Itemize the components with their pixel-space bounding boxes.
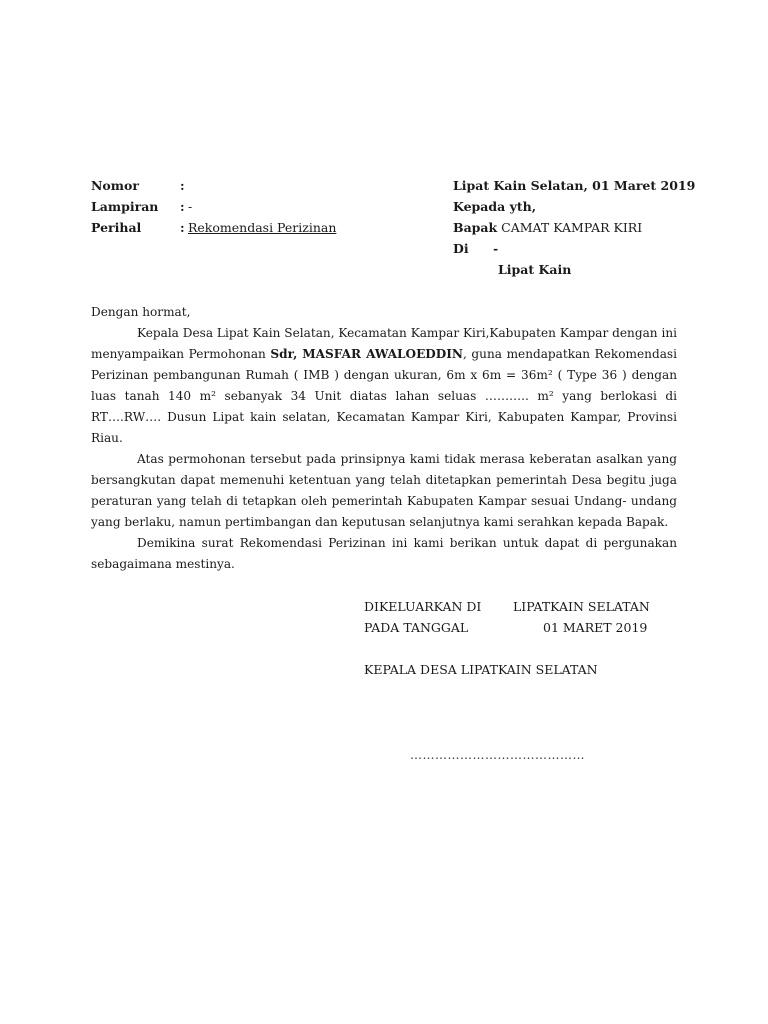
date-label: PADA TANGGAL bbox=[364, 620, 469, 635]
issued-label: DIKELUARKAN DI bbox=[364, 599, 482, 614]
nomor-row bbox=[91, 175, 336, 196]
recipient-location: Lipat Kain bbox=[498, 262, 572, 277]
nomor-label: Nomor bbox=[91, 178, 139, 193]
perihal-label: Perihal bbox=[91, 220, 142, 235]
issued-row bbox=[364, 596, 650, 617]
letter-meta bbox=[91, 175, 336, 238]
lampiran-colon: : bbox=[180, 199, 185, 214]
recipient-name: CAMAT KAMPAR KIRI bbox=[501, 220, 643, 235]
paragraph-1 bbox=[91, 323, 677, 449]
issued-value: LIPATKAIN SELATAN bbox=[513, 599, 650, 614]
date-row bbox=[364, 617, 648, 638]
applicant-name: Sdr, MASFAR AWALOEDDIN bbox=[270, 347, 463, 361]
paragraph-1-rest: , guna mendapatkan Rekomendasi Perizinan pembangunan Rumah ( IMB ) dengan ukuran, 6m x 6m = 36m² ( Type 36 ) dengan luas tanah 140 m² sebanyak 34 Unit diatas lahan seluas ……….. m² yang berlokasi di RT….RW…. Dusun Lipat kain selatan, Kecamatan Kampar Kiri, Kabupaten Kampar, Provinsi Riau. bbox=[91, 347, 677, 445]
perihal-colon: : bbox=[180, 220, 185, 235]
greeting: Dengan hormat, bbox=[91, 305, 191, 319]
lampiran-label: Lampiran bbox=[91, 199, 159, 214]
letter-body bbox=[91, 302, 677, 575]
date-value: 01 MARET 2019 bbox=[543, 620, 648, 635]
di-line bbox=[453, 238, 695, 259]
lampiran-row bbox=[91, 196, 336, 217]
recipient-line bbox=[453, 217, 695, 238]
paragraph-1-intro: Kepala Desa Lipat Kain Selatan, Kecamatan Kampar Kiri,Kabupaten Kampar dengan ini menyampaikan Permohonan bbox=[91, 326, 677, 361]
recipient-address bbox=[453, 175, 695, 280]
di-value: - bbox=[492, 241, 499, 256]
place-date: Lipat Kain Selatan, 01 Maret 2019 bbox=[453, 178, 696, 193]
perihal-row bbox=[91, 217, 336, 238]
signatory-title: KEPALA DESA LIPATKAIN SELATAN bbox=[364, 662, 598, 677]
nomor-colon: : bbox=[180, 178, 185, 193]
lampiran-value: - bbox=[188, 199, 193, 214]
di-label: Di bbox=[453, 241, 469, 256]
recipient-prefix: Bapak bbox=[453, 220, 498, 235]
signatory-name-placeholder: …………………………………… bbox=[410, 748, 585, 762]
signature-block bbox=[364, 596, 650, 680]
perihal-value: Rekomendasi Perizinan bbox=[188, 220, 337, 235]
paragraph-2: Atas permohonan tersebut pada prinsipnya kami tidak merasa keberatan asalkan yang bersangkutan dapat memenuhi ketentuan yang telah ditetapkan pemerintah Desa begitu juga peraturan yang telah di tetapkan oleh pemerintah Kabupaten Kampar sesuai Undang- undang yang berlaku, namun pertimbangan dan keputusan selanjutnya kami serahkan kepada Bapak. bbox=[91, 452, 677, 529]
paragraph-3: Demikina surat Rekomendasi Perizinan ini kami berikan untuk dapat di pergunakan sebagaimana mestinya. bbox=[91, 536, 677, 571]
to-line: Kepada yth, bbox=[453, 199, 537, 214]
